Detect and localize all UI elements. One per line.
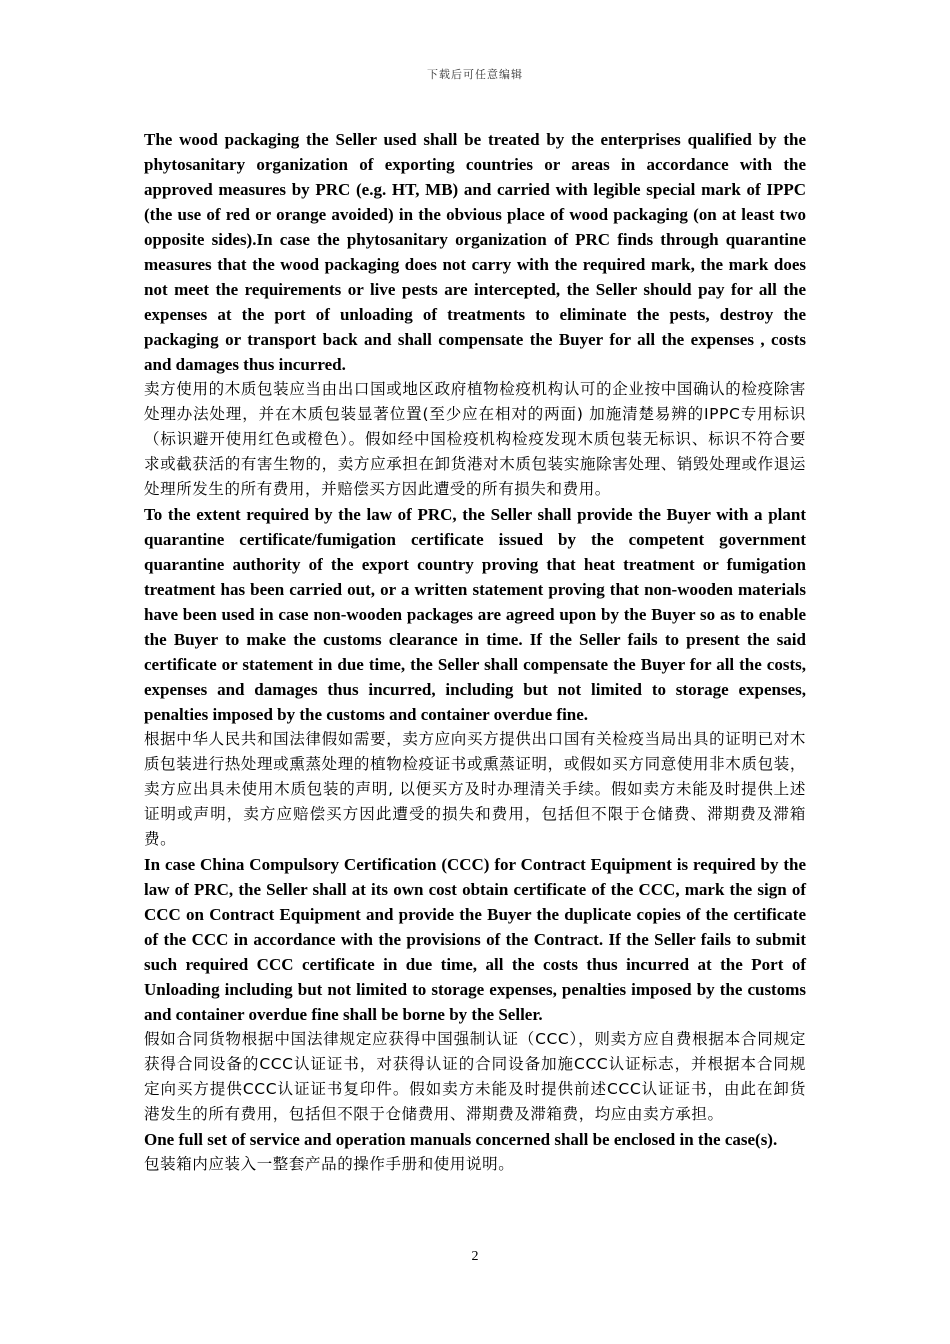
clause-quarantine-certificate-en: To the extent required by the law of PRC, the Seller shall provide the Buyer with a plant quarantine certificate/fumigation certificate issued by the competent government quarantine authority of the export country proving that heat treatment or fumigation treatment has been carried out, or a written statement proving that non-wooden materials have been used in case non-wooden packages are agreed upon by the Buyer so as to enable the Buyer to make the customs clearance in time. If the Seller fails to present the said certificate or statement in due time, the Seller shall compensate the Buyer for all the costs, expenses and damages thus incurred, including but not limited to storage expenses, penalties imposed by the customs and container overdue fine. [144, 505, 806, 724]
page-header: 下载后可任意编辑 [427, 68, 523, 81]
clause-wood-packaging-en: The wood packaging the Seller used shall be treated by the enterprises qualified by the phytosanitary organization of exporting countries or areas in accordance with the approved measures by PRC (e.g. HT, MB) and carried with legible special mark of IPPC (the use of red or orange avoided) in the obvious place of wood packaging (on at least two opposite sides).In case the phytosanitary organization of PRC finds through quarantine measures that the wood packaging does not carry with the required mark, the mark does not meet the requirements or live pests are intercepted, the Seller should pay for all the expenses at the port of unloading of treatments to eliminate the pests, destroy the packaging or transport back and shall compensate the Buyer for all the expenses , costs and damages thus incurred. [144, 130, 806, 374]
clause-manuals-en: One full set of service and operation manuals concerned shall be enclosed in the case(s). [144, 1130, 778, 1149]
clause-wood-packaging-zh: 卖方使用的木质包装应当由出口国或地区政府植物检疫机构认可的企业按中国确认的检疫除害处理办法处理，并在木质包装显著位置(至少应在相对的两面) 加施清楚易辨的IPPC专用标识（标识避开使用红色或橙色）。假如经中国检疫机构检疫发现木质包装无标识、标识不符合要求或截获活的有害生物的，卖方应承担在卸货港对木质包装实施除害处理、销毁处理或作退运处理所发生的所有费用，并赔偿买方因此遭受的所有损失和费用。 [144, 380, 806, 498]
clause-ccc-certification-en: In case China Compulsory Certification (CCC) for Contract Equipment is required by the law of PRC, the Seller shall at its own cost obtain certificate of the CCC, mark the sign of CCC on Contract Equipment and provide the Buyer the duplicate copies of the certificate of the CCC in accordance with the provisions of the Contract. If the Seller fails to submit such required CCC certificate in due time, all the costs thus incurred at the Port of Unloading including but not limited to storage expenses, penalties imposed by the customs and container overdue fine shall be borne by the Seller. [144, 855, 806, 1024]
clause-manuals-zh: 包装箱内应装入一整套产品的操作手册和使用说明。 [144, 1155, 515, 1173]
clause-ccc-certification-zh: 假如合同货物根据中国法律规定应获得中国强制认证（CCC），则卖方应自费根据本合同规定获得合同设备的CCC认证证书，对获得认证的合同设备加施CCC认证标志，并根据本合同规定向买方提供CCC认证证书复印件。假如卖方未能及时提供前述CCC认证证书，由此在卸货港发生的所有费用，包括但不限于仓储费用、滞期费及滞箱费，均应由卖方承担。 [144, 1030, 806, 1123]
page-number: 2 [471, 1249, 479, 1264]
clause-quarantine-certificate-zh: 根据中华人民共和国法律假如需要，卖方应向买方提供出口国有关检疫当局出具的证明已对木质包装进行热处理或熏蒸处理的植物检疫证书或熏蒸证明，或假如买方同意使用非木质包装，卖方应出具未使用木质包装的声明, 以便买方及时办理清关手续。假如卖方未能及时提供上述证明或声明，卖方应赔偿买方因此遭受的损失和费用，包括但不限于仓储费、滞期费及滞箱费。 [144, 730, 806, 848]
document-body [144, 127, 806, 1177]
